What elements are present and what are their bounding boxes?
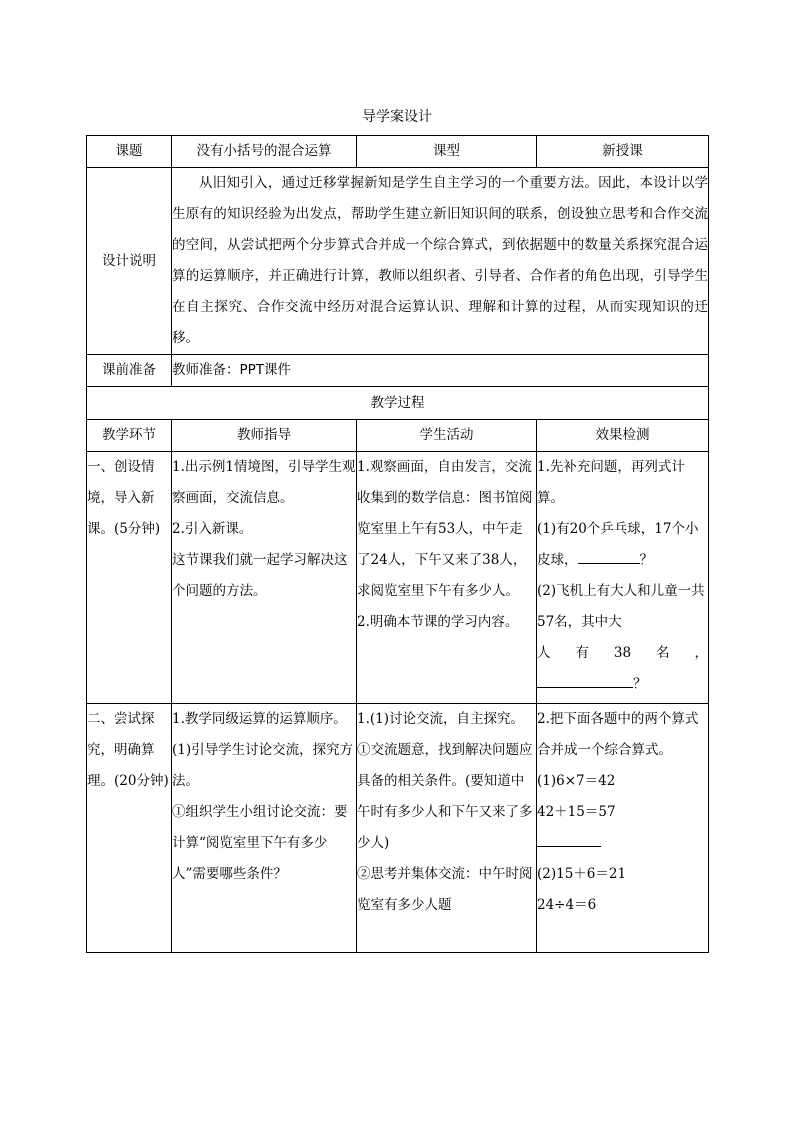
check-1-q2a: (2)飞机上有大人和儿童一共57名，其中大 [537,583,705,630]
check-2-blank-line [537,828,708,859]
column-header-row [87,420,709,452]
check-1-q1-text: (1)有20个乒乓球，17个小皮球， [537,521,699,568]
page-title: 导学案设计 [362,109,432,125]
check-1-q2c [537,669,708,700]
check-1-q2b-word: 人 [537,645,551,661]
design-row [87,168,709,355]
student-2-line: ②思考并集体交流：中午时阅览室有多少人题 [357,866,533,913]
answer-blank [537,832,601,847]
check-1-q1-end: ？ [639,552,653,568]
check-2-line: 24÷4＝6 [537,897,597,913]
student-2-line: 1.(1)讨论交流，自主探究。 [357,711,525,727]
process-title-row [87,387,709,420]
check-1-q2-end: ？ [633,676,647,692]
column-header-teacher: 教师指导 [172,420,357,452]
stage-2-text: 二、尝试探究，明确算理。(20分钟) [87,711,169,789]
design-label: 设计说明 [87,168,172,355]
column-header-stage: 教学环节 [87,420,172,452]
lesson-plan-table [86,135,709,953]
check-1-q1 [537,514,708,576]
check-2-line: (2)15＋6＝21 [537,866,627,882]
check-1-cell [537,452,709,704]
stage-1-cell [87,452,172,704]
student-2-cell [357,704,537,953]
type-value: 新授课 [537,136,709,168]
answer-blank [578,549,640,564]
check-1-q2b-word: 38 [613,645,632,661]
teacher-1-cell [172,452,357,704]
teacher-1-line: 这节课我们就一起学习解决这个问题的方法。 [172,552,348,599]
student-2-line: ①交流题意，找到解决问题应具备的相关条件。(要知道中午时有多少人和下午又来了多少人) [357,742,533,851]
check-1-q2b-word: 名 [656,645,670,661]
stage-row-1 [87,452,709,704]
stage-2-cell [87,704,172,953]
check-1-intro: 1.先补充问题，再列式计算。 [537,459,685,506]
column-header-check: 效果检测 [537,420,709,452]
check-1-q2b-word: ， [694,645,708,661]
answer-blank [537,673,633,688]
teacher-2-line: (1)引导学生讨论交流，探究方法。 [172,742,354,789]
check-1-q2b [537,638,708,669]
teacher-2-line: 1.教学同级运算的运算顺序。 [172,711,347,727]
type-label: 课型 [357,136,537,168]
topic-label: 课题 [87,136,172,168]
student-1-line: 2.明确本节课的学习内容。 [357,614,519,630]
process-title: 教学过程 [87,387,709,420]
check-2-line: 42＋15＝57 [537,804,616,820]
student-1-cell [357,452,537,704]
teacher-2-cell [172,704,357,953]
teacher-1-line: 1.出示例1情境图，引导学生观察画面，交流信息。 [172,459,356,506]
topic-value: 没有小括号的混合运算 [172,136,357,168]
column-header-student: 学生活动 [357,420,537,452]
prep-text: 教师准备：PPT课件 [172,355,709,387]
stage-row-2 [87,704,709,953]
teacher-2-line: ①组织学生小组讨论交流：要计算“阅览室里下午有多少人”需要哪些条件？ [172,804,348,882]
stage-1-text: 一、创设情境，导入新课。(5分钟) [87,459,161,537]
design-text: 从旧知引入，通过迁移掌握新知是学生自主学习的一个重要方法。因此，本设计以学生原有的知识经验为出发点，帮助学生建立新旧知识间的联系，创设独立思考和合作交流的空间，从尝试把两个分步算式合并成一个综合算式，到依据题中的数量关系探究混合运算的运算顺序，并正确进行计算，教师以组织者、引导者、合作者的角色出现，引导学生在自主探究、合作交流中经历对混合运算认识、理解和计算的过程，从而实现知识的迁移。 [172,168,709,355]
prep-row [87,355,709,387]
topic-row [87,136,709,168]
check-1-q2b-word: 有 [575,645,589,661]
check-2-intro: 2.把下面各题中的两个算式合并成一个综合算式。 [537,711,699,758]
teacher-1-line: 2.引入新课。 [172,521,253,537]
check-2-cell [537,704,709,953]
prep-label: 课前准备 [87,355,172,387]
student-1-line: 1.观察画面，自由发言，交流收集到的数学信息：图书馆阅览室里上午有53人，中午走了24人，下午又来了38人，求阅览室里下午有多少人。 [357,459,533,599]
check-2-line: (1)6×7＝42 [537,773,616,789]
